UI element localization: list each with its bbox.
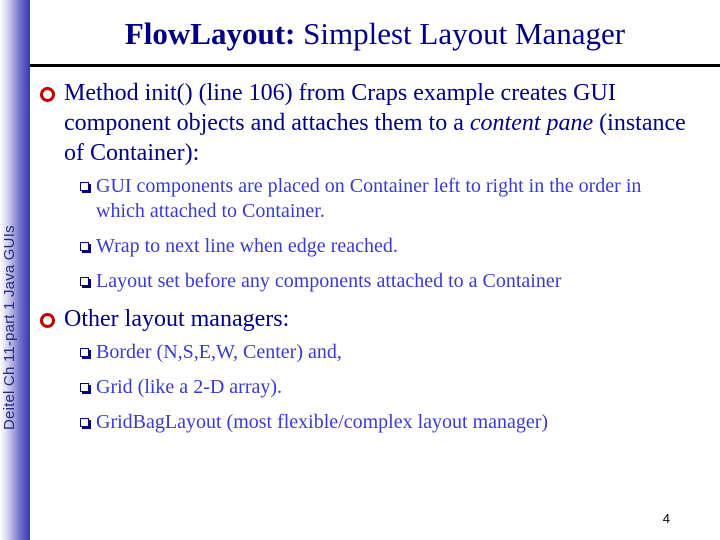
square-bullet-icon: [80, 182, 89, 191]
sub-bullet-item: [36, 174, 686, 224]
square-bullet-icon: [80, 277, 89, 286]
bullet-text: Method init() (line 106) from Craps example creates GUI component objects and attaches them to a: [64, 80, 616, 136]
sub-bullet-text: Layout set before any components attached to a Container: [96, 270, 562, 292]
square-bullet-icon: [80, 383, 89, 392]
title-rest: Simplest Layout Manager: [295, 16, 626, 51]
sub-bullet-text: Border (N,S,E,W, Center) and,: [96, 341, 342, 363]
slide-body: [36, 78, 686, 445]
circle-bullet-icon: [40, 313, 55, 328]
sub-bullet-text: Wrap to next line when edge reached.: [96, 235, 398, 257]
bullet-text: (instance of Container):: [64, 110, 686, 166]
sub-bullet-text: GUI components are placed on Container left to right in the order in which attached to Container.: [96, 175, 642, 222]
sidebar-band: [0, 0, 30, 540]
sub-bullet-text: GridBagLayout (most flexible/complex layout manager): [96, 411, 549, 433]
circle-bullet-icon: [40, 87, 55, 102]
sub-bullet-item: [36, 410, 686, 435]
title-bold: FlowLayout:: [124, 16, 296, 51]
bullet-text-italic: content pane: [469, 110, 594, 136]
page-number: 4: [662, 511, 670, 526]
bullet-item: [36, 304, 686, 334]
sub-bullet-item: [36, 234, 686, 259]
bullet-text: Other layout managers:: [64, 306, 290, 332]
bullet-item: [36, 78, 686, 168]
sub-bullet-item: [36, 269, 686, 294]
title-divider: [30, 64, 720, 67]
sub-bullet-text: Grid (like a 2-D array).: [96, 376, 283, 398]
square-bullet-icon: [80, 348, 89, 357]
square-bullet-icon: [80, 242, 89, 251]
sidebar-label: Deitel Ch 11-part 1 Java GUIs: [1, 225, 18, 430]
square-bullet-icon: [80, 418, 89, 427]
sub-bullet-item: [36, 340, 686, 365]
sub-bullet-item: [36, 375, 686, 400]
slide-title: [30, 16, 720, 52]
